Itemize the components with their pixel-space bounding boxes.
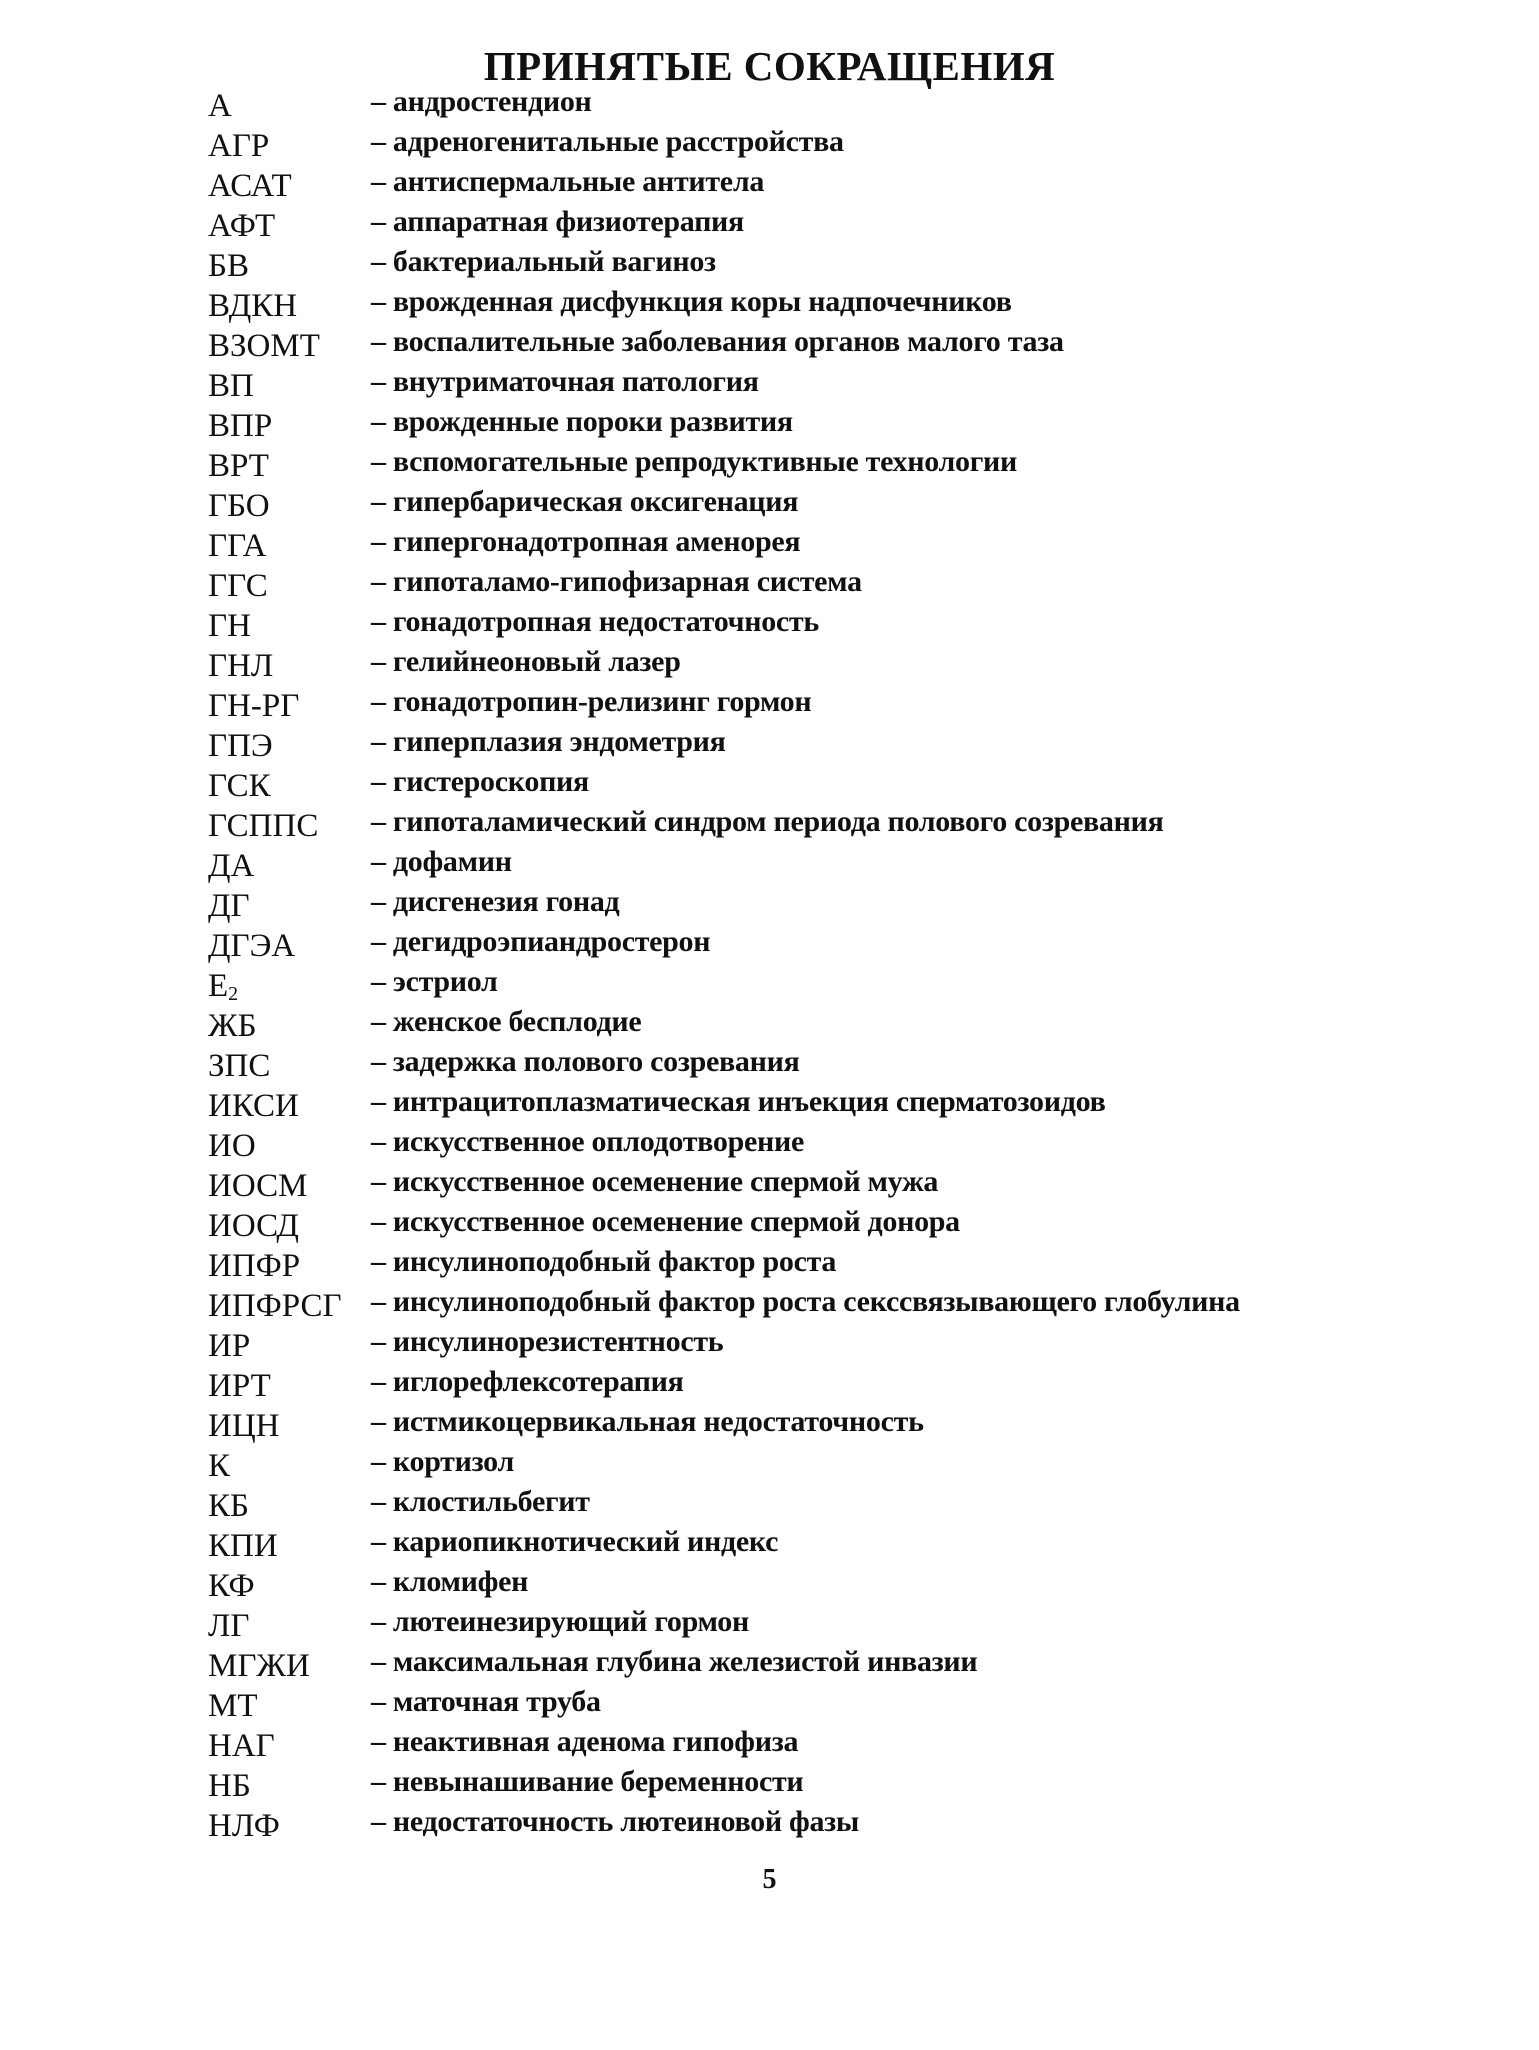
abbreviation-definition: – дегидроэпиандростерон	[371, 925, 711, 958]
abbreviation-term-text: ИОСД	[208, 1208, 299, 1244]
abbreviation-term	[208, 1128, 256, 1164]
abbreviation-term-text: ИПФР	[208, 1248, 301, 1284]
abbreviation-term-text: ИР	[208, 1328, 251, 1364]
abbreviation-term-text: ГПЭ	[208, 728, 273, 764]
abbreviation-term-text: ГГС	[208, 568, 268, 604]
abbreviation-definition: – гиперплазия эндометрия	[371, 725, 726, 758]
abbreviation-term	[208, 808, 318, 844]
abbreviation-definition: – инсулиноподобный фактор роста сексcвязывающего глобулина	[371, 1285, 1240, 1318]
abbreviation-definition: – кломифен	[371, 1565, 529, 1598]
abbreviation-term-text: ИРТ	[208, 1368, 271, 1404]
page-title: ПРИНЯТЫЕ СОКРАЩЕНИЯ	[483, 43, 1056, 89]
abbreviation-term	[208, 968, 238, 1012]
abbreviation-term	[208, 1208, 299, 1244]
abbreviation-term	[208, 488, 270, 524]
abbreviation-term-text: ИПФРСГ	[208, 1288, 342, 1324]
abbreviation-definition: – кариопикнотический индекс	[371, 1525, 779, 1558]
abbreviation-term-text: ГНЛ	[208, 648, 274, 684]
abbreviation-term	[208, 1168, 307, 1204]
abbreviation-definition: – кортизол	[371, 1445, 515, 1478]
abbreviation-term-text: ГГА	[208, 528, 267, 564]
abbreviation-definition: – гипербарическая оксигенация	[371, 485, 799, 518]
abbreviation-definition: – врожденные пороки развития	[371, 405, 793, 438]
abbreviation-definition: – гонадотропная недостаточность	[371, 605, 819, 638]
abbreviation-term-text: ГСППС	[208, 808, 319, 844]
abbreviation-term-text: ДА	[208, 848, 255, 884]
abbreviation-definition: – внутриматочная патология	[371, 365, 759, 398]
abbreviation-term	[208, 1568, 255, 1604]
abbreviation-term	[208, 1288, 342, 1324]
abbreviation-definition: – клостильбегит	[371, 1485, 590, 1518]
abbreviation-term	[208, 768, 271, 804]
abbreviation-term-text: ЗПС	[208, 1048, 271, 1084]
abbreviation-term-text: КБ	[208, 1488, 249, 1524]
abbreviation-term	[208, 248, 249, 284]
abbreviation-term-text: ИЦН	[208, 1408, 280, 1444]
abbreviation-definition: – инсулиноподобный фактор роста	[371, 1245, 837, 1278]
abbreviation-term-text: МТ	[208, 1688, 258, 1724]
abbreviation-term	[208, 1488, 249, 1524]
abbreviation-term	[208, 1008, 257, 1044]
abbreviation-term-text: ИКСИ	[208, 1088, 299, 1124]
abbreviation-definition: – гипоталамический синдром периода полового созревания	[371, 805, 1164, 838]
abbreviation-definition: – гелийнеоновый лазер	[371, 645, 681, 678]
abbreviation-term-text: НАГ	[208, 1728, 275, 1764]
abbreviation-term-text: ВЗОМТ	[208, 328, 320, 364]
abbreviation-definition: – невынашивание беременности	[371, 1765, 804, 1798]
abbreviation-term-text: ГБО	[208, 488, 270, 524]
abbreviation-term-text: БВ	[208, 248, 249, 284]
abbreviation-term-text: ИО	[208, 1128, 256, 1164]
abbreviation-term	[208, 1328, 250, 1364]
abbreviation-definition: – гипоталамо-гипофизарная система	[371, 565, 862, 598]
abbreviation-term	[208, 848, 254, 884]
abbreviation-term	[208, 688, 299, 724]
abbreviation-term	[208, 1248, 300, 1284]
abbreviation-term-text: ГСК	[208, 768, 271, 804]
abbreviation-definition: – гипергонадотропная аменорея	[371, 525, 801, 558]
abbreviation-definition: – вспомогательные репродуктивные технологии	[371, 445, 1018, 478]
abbreviation-term	[208, 648, 273, 684]
abbreviation-definition: – искусственное оплодотворение	[371, 1125, 804, 1158]
abbreviation-definition: – адреногенитальные расстройства	[371, 125, 844, 158]
abbreviation-definition: – иглорефлексотерапия	[371, 1365, 684, 1398]
abbreviation-term	[208, 128, 269, 164]
abbreviation-definition: – врожденная дисфункция коры надпочечников	[371, 285, 1012, 318]
abbreviation-term	[208, 288, 297, 324]
abbreviation-definition: – бактериальный вагиноз	[371, 245, 716, 278]
abbreviation-term	[208, 1728, 275, 1764]
abbreviation-definition: – антиспермальные антитела	[371, 165, 765, 198]
abbreviation-definition: – инсулинорезистентность	[371, 1325, 724, 1358]
abbreviation-definition: – искусственное осеменение спермой донора	[371, 1205, 960, 1238]
abbreviation-term-text: МГЖИ	[208, 1648, 310, 1684]
abbreviation-term-text: ВП	[208, 368, 254, 404]
abbreviation-term-text: E	[208, 968, 229, 1004]
abbreviation-term-text: АГР	[208, 128, 270, 164]
abbreviation-term	[208, 608, 251, 644]
abbreviation-term	[208, 368, 254, 404]
abbreviation-definition: – гонадотропин-релизинг гормон	[371, 685, 812, 718]
abbreviation-term-subscript: 2	[228, 983, 239, 1005]
abbreviation-term	[208, 1688, 258, 1724]
abbreviation-term-text: АФТ	[208, 208, 276, 244]
abbreviation-term	[208, 528, 266, 564]
abbreviation-definition: – андростендион	[371, 85, 592, 118]
abbreviation-term	[208, 1448, 230, 1484]
abbreviation-term-text: КПИ	[208, 1528, 278, 1564]
abbreviation-definition: – задержка полового созревания	[371, 1045, 800, 1078]
abbreviation-term-text: ЛГ	[208, 1608, 250, 1644]
abbreviation-definition: – интрацитоплазматическая инъекция сперматозоидов	[371, 1085, 1106, 1118]
abbreviation-term	[208, 1768, 251, 1804]
abbreviation-term	[208, 208, 275, 244]
abbreviation-term	[208, 328, 320, 364]
abbreviation-definition: – эстриол	[371, 965, 498, 998]
abbreviation-term	[208, 888, 250, 924]
abbreviation-term	[208, 728, 273, 764]
abbreviation-definition: – маточная труба	[371, 1685, 601, 1718]
abbreviation-term	[208, 1528, 278, 1564]
abbreviation-term-text: ВРТ	[208, 448, 269, 484]
page-number: 5	[762, 1864, 777, 1895]
abbreviation-term-text: АСАТ	[208, 168, 292, 204]
abbreviation-term	[208, 408, 272, 444]
abbreviation-term-text: ВДКН	[208, 288, 298, 324]
abbreviation-term	[208, 1808, 280, 1844]
abbreviation-definition: – недостаточность лютеиновой фазы	[371, 1805, 860, 1838]
abbreviation-definition: – дисгенезия гонад	[371, 885, 620, 918]
abbreviation-definition: – гистероскопия	[371, 765, 589, 798]
abbreviation-term	[208, 928, 295, 964]
abbreviation-term	[208, 568, 268, 604]
abbreviation-term	[208, 1608, 249, 1644]
abbreviation-term	[208, 1088, 299, 1124]
abbreviation-term	[208, 1368, 271, 1404]
abbreviation-term-text: ЖБ	[208, 1008, 257, 1044]
abbreviation-term-text: ДГЭА	[208, 928, 296, 964]
abbreviation-term	[208, 1408, 280, 1444]
abbreviation-term-text: А	[208, 88, 232, 124]
abbreviation-term-text: КФ	[208, 1568, 255, 1604]
abbreviation-definition: – искусственное осеменение спермой мужа	[371, 1165, 939, 1198]
abbreviation-definition: – лютеинезирующий гормон	[371, 1605, 749, 1638]
abbreviation-definition: – дофамин	[371, 845, 512, 878]
abbreviation-term-text: К	[208, 1448, 231, 1484]
abbreviation-term-text: ДГ	[208, 888, 250, 924]
abbreviation-term	[208, 88, 232, 124]
abbreviation-term-text: ГН	[208, 608, 251, 644]
abbreviation-definition: – женское бесплодие	[371, 1005, 642, 1038]
abbreviation-definition: – воспалительные заболевания органов малого таза	[371, 325, 1064, 358]
abbreviation-definition: – аппаратная физиотерапия	[371, 205, 744, 238]
abbreviation-term-text: ВПР	[208, 408, 273, 444]
abbreviation-term	[208, 448, 269, 484]
abbreviation-term	[208, 1648, 310, 1684]
abbreviation-term-text: НБ	[208, 1768, 251, 1804]
abbreviation-term-text: ИОСМ	[208, 1168, 308, 1204]
abbreviation-term-text: НЛФ	[208, 1808, 280, 1844]
abbreviation-term	[208, 168, 292, 204]
abbreviation-definition: – неактивная аденома гипофиза	[371, 1725, 799, 1758]
abbreviation-definition: – истмикоцервикальная недостаточность	[371, 1405, 924, 1438]
abbreviation-term	[208, 1048, 270, 1084]
abbreviation-definition: – максимальная глубина железистой инвазии	[371, 1645, 978, 1678]
abbreviation-term-text: ГН-РГ	[208, 688, 300, 724]
